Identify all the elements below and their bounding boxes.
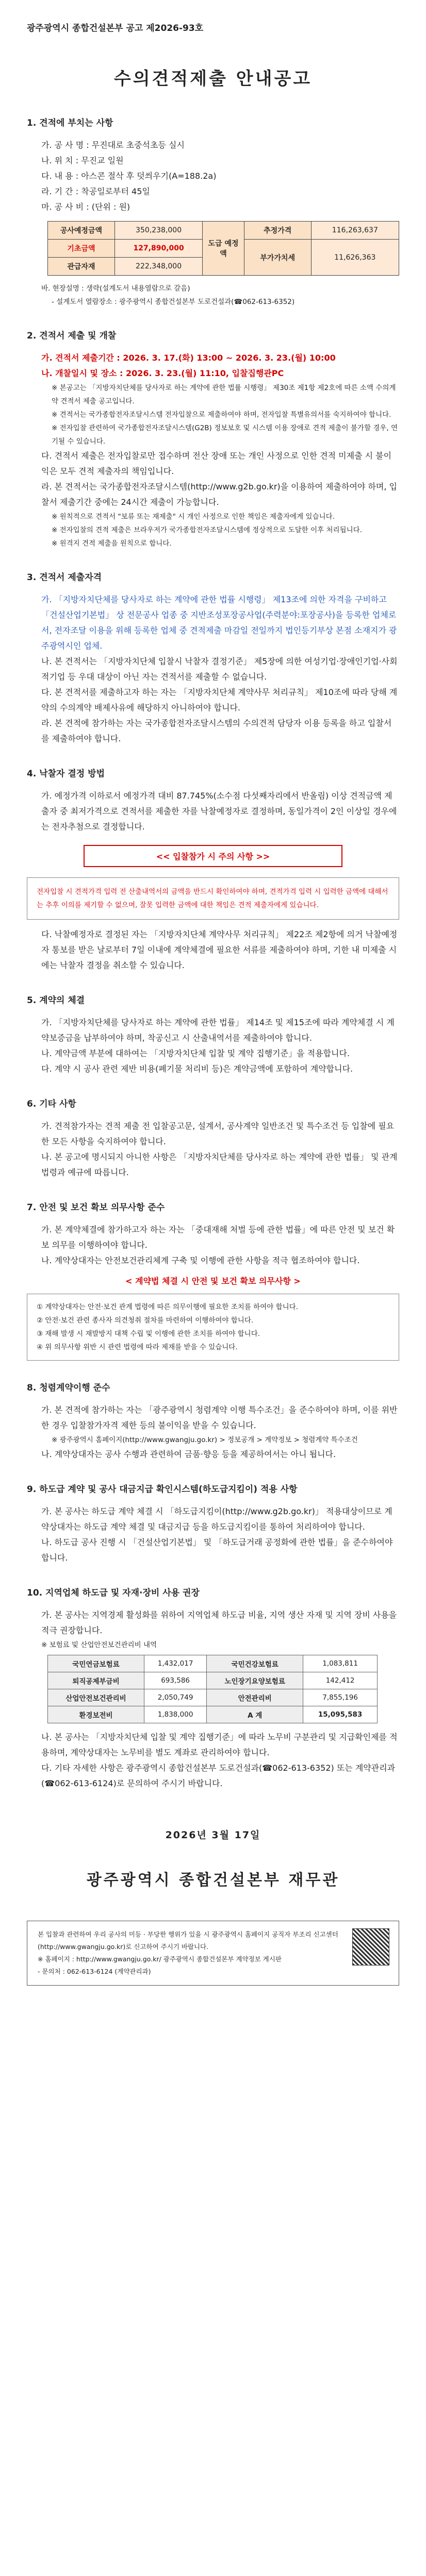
note-line: ※ 원칙적으로 견적서 "보류 또는 재제출" 시 개인 사정으로 인한 책임은 제출자에게 있습니다. — [52, 513, 335, 521]
item-line: 바. 현장설명 : 생략(설계도서 내용열람으로 갈음) — [41, 284, 190, 293]
item-line: 다. 견적서 제출은 전자입찰로만 접수하며 전산 장애 또는 개인 사정으로 인한 견적 미제출 시 불이익은 모두 견적 제출자의 책임입니다. — [41, 451, 392, 476]
table-cell: 공사예정금액 — [48, 222, 115, 240]
table-cell: 국민건강보험료 — [207, 1655, 303, 1672]
item-line: 가. 본 견적에 참가하는 자는 「광주광역시 청렴계약 이행 특수조건」을 준수하여야 하며, 이를 위반한 경우 입찰참가자격 제한 등의 불이익을 받을 수 있습니다. — [41, 1405, 398, 1430]
item-line: 가. 본 공사는 하도급 계약 체결 시 「하도급지킴이(http://www.g2b.go.kr)」 적용대상이므로 계약상대자는 하도급 계약 체결 및 대금지급 등을 하도급지킴이를 통하여 처리하여야 합니다. — [41, 1506, 392, 1532]
item-line: 가. 본 계약체결에 참가하고자 하는 자는 「중대재해 처벌 등에 관한 법률」에 따른 안전 및 보건 확보 의무를 이행하여야 합니다. — [41, 1225, 395, 1250]
item-line: 다. 낙찰예정자로 결정된 자는 「지방자치단체 계약사무 처리규칙」 제22조 제2항에 의거 낙찰예정자 통보를 받은 날로부터 7일 이내에 계약체결에 필요한 서류를 제출하여야 하며, 기한 내 미제출 시에는 낙찰자 결정을 취소할 수 있습니다. — [41, 929, 398, 970]
section-heading: 7. 안전 및 보건 확보 의무사항 준수 — [27, 1202, 165, 1213]
item-line: 나. 본 공고에 명시되지 아니한 사항은 「지방자치단체를 당사자로 하는 계약에 관한 법률」 및 관계 법령과 예규에 따릅니다. — [41, 1152, 398, 1177]
table-cell: 15,095,583 — [303, 1706, 378, 1723]
table-cell: 1,083,811 — [303, 1655, 378, 1672]
table-cell: 1,838,000 — [144, 1706, 206, 1723]
obligation-box — [27, 1294, 399, 1361]
item-line: 나. 본 견적서는 「지방자치단체 입찰시 낙찰자 결정기준」 제5장에 의한 여성기업·장애인기업·사회적기업 등 우대 대상이 아닌 자는 견적서를 제출할 수 없습니다. — [41, 656, 398, 682]
table-cell: 222,348,000 — [114, 258, 202, 276]
deadline-text: 가. 견적서 제출기간 : 2026. 3. 17.(화) 13:00 ~ 2026. 3. 23.(월) 10:00 — [41, 353, 336, 363]
item-line: 가. 공 사 명 : 무진대로 초중석초등 실시 — [41, 140, 185, 150]
item-line: 나. 하도급 공사 진행 시 「건설산업기본법」 및 「하도급거래 공정화에 관한 법률」을 준수하여야 합니다. — [41, 1537, 393, 1563]
item-line: 다. 본 견적서를 제출하고자 하는 자는 「지방자치단체 계약사무 처리규칙」 제10조에 따라 당해 계약의 수의계약 배제사유에 해당하지 아니하여야 합니다. — [41, 687, 398, 713]
footer-box — [27, 1921, 399, 1986]
item-line: 다. 기타 자세한 사항은 광주광역시 종합건설본부 도로건설과(☎062-613-6352) 또는 계약관리과(☎062-613-6124)로 문의하여 주시기 바랍니다. — [41, 1763, 396, 1788]
footer-link[interactable]: ※ 홈페이지 : http://www.gwangju.go.kr/ 광주광역시 종합건설본부 계약정보 게시판 — [38, 1955, 282, 1963]
item-line: 마. 공 사 비 : (단위 : 원) — [41, 202, 130, 212]
item-line: 가. 본 공사는 지역경제 활성화를 위하여 지역업체 하도급 비율, 지역 생산 자재 및 지역 장비 사용을 적극 권장합니다. — [41, 1610, 397, 1635]
item-line: 라. 기 간 : 착공일로부터 45일 — [41, 187, 150, 196]
item-line: 가. 예정가격 이하로서 예정가격 대비 87.745%(소수점 다섯째자리에서 반올림) 이상 견적금액 제출자 중 최저가격으로 견적서를 제출한 자를 낙찰예정자로 결정하며, 동일가격이 2인 이상일 경우에는 전자추첨으로 결정합니다. — [41, 791, 397, 832]
section-heading: 4. 낙찰자 결정 방법 — [27, 769, 105, 779]
page-title: 수의견적제출 안내공고 — [113, 69, 313, 89]
table-cell: A 계 — [207, 1706, 303, 1723]
table-cell: 기초금액 — [48, 240, 115, 258]
table-row — [48, 1655, 378, 1672]
table-cell: 116,263,637 — [311, 222, 399, 240]
item-line: 가. 「지방자치단체를 당사자로 하는 계약에 관한 법률」 제14조 및 제15조에 따라 계약체결 시 계약보증금을 납부하여야 하며, 착공신고 시 산출내역서를 제출하여야 합니다. — [41, 1018, 395, 1043]
obligation-title-wrap — [27, 1275, 399, 1286]
table-row — [48, 1672, 378, 1689]
section-heading: 10. 지역업체 하도급 및 자재·장비 사용 권장 — [27, 1588, 200, 1598]
note-line: ※ 원격지 견적 제출을 원칙으로 합니다. — [52, 539, 172, 548]
caution-banner: << 입찰참가 시 주의 사항 >> — [84, 845, 342, 867]
table-cell: 127,890,000 — [114, 240, 202, 258]
table-caption: ※ 보험료 및 산업안전보건관리비 내역 — [41, 1641, 157, 1649]
table-cell: 부가가치세 — [244, 240, 311, 276]
table-cell: 산업안전보건관리비 — [48, 1689, 144, 1706]
opening-text: 나. 개찰일시 및 장소 : 2026. 3. 23.(월) 11:10, 입찰집행관PC — [41, 368, 284, 378]
item-line: 나. 계약상대자는 안전보건관리체계 구축 및 이행에 관한 사항을 적극 협조하여야 합니다. — [41, 1256, 360, 1265]
item-line: 나. 계약금액 부분에 대하여는 「지방자치단체 입찰 및 계약 집행기준」을 적용합니다. — [41, 1048, 350, 1058]
table-cell: 관급자재 — [48, 258, 115, 276]
issuing-organization: 광주광역시 종합건설본부 재무관 — [86, 1871, 340, 1889]
section-heading: 6. 기타 사항 — [27, 1099, 76, 1109]
item-line: 나. 계약상대자는 공사 수행과 관련하여 금품·향응 등을 제공하여서는 아니 됩니다. — [41, 1449, 336, 1459]
table-cell: 350,238,000 — [114, 222, 202, 240]
table-cell: 국민연금보험료 — [48, 1655, 144, 1672]
table-cell: 추정가격 — [244, 222, 311, 240]
section-heading: 2. 견적서 제출 및 개찰 — [27, 331, 117, 341]
obligation-line: ④ 위 의무사항 위반 시 관련 법령에 따라 제재를 받을 수 있습니다. — [37, 1343, 238, 1351]
table-cell: 퇴직공제부금비 — [48, 1672, 144, 1689]
obligation-title: < 계약법 체결 시 안전 및 보건 확보 의무사항 > — [125, 1276, 301, 1286]
obligation-line: ① 계약상대자는 안전·보건 관계 법령에 따른 의무이행에 필요한 조치를 하여야 합니다. — [37, 1303, 298, 1311]
footer-line: 본 입찰과 관련하여 우리 공사의 미등 · 부당한 행위가 있을 시 광주광역시 홈페이지 공직자 부조리 신고센터(http://www.gwangju.go.kr)로 신고하여 주시기 바랍니다. — [38, 1930, 338, 1951]
footer-line: - 문의처 : 062-613-6124 (계약관리과) — [38, 1968, 151, 1975]
qr-code-icon[interactable] — [352, 1928, 389, 1965]
table-row — [48, 1706, 378, 1723]
table-cell: 1,432,017 — [144, 1655, 206, 1672]
table-cell: 142,412 — [303, 1672, 378, 1689]
obligation-line: ③ 재해 발생 시 재발방지 대책 수립 및 이행에 관한 조치를 하여야 합니다. — [37, 1330, 260, 1338]
note-line: ※ 광주광역시 홈페이지(http://www.gwangju.go.kr) > 정보공개 > 계약정보 > 청렴계약 특수조건 — [52, 1436, 358, 1444]
section-heading: 1. 견적에 부치는 사항 — [27, 118, 113, 128]
item-line — [27, 592, 399, 654]
table-row — [48, 1689, 378, 1706]
item-line: 라. 본 견적서는 국가종합전자조달시스템(http://www.g2b.go.kr)을 이용하여 제출하여야 하며, 입찰서 제출기간 중에는 24시간 제출이 가능합니다. — [41, 482, 398, 507]
section-heading: 9. 하도급 계약 및 공사 대금지급 확인시스템(하도급지킴이) 적용 사항 — [27, 1484, 298, 1495]
table-cell: 693,586 — [144, 1672, 206, 1689]
item-line — [27, 350, 399, 366]
table-cell: 노인장기요양보험료 — [207, 1672, 303, 1689]
note-line: ※ 전자입찰의 견적 제출은 브라우저가 국가종합전자조달시스템에 정상적으로 도달한 이후 처리됩니다. — [52, 526, 362, 534]
notice-number: 광주광역시 종합건설본부 공고 제2026-93호 — [27, 23, 204, 33]
budget-table — [47, 221, 399, 276]
table-cell: 7,855,196 — [303, 1689, 378, 1706]
item-line: 다. 내 용 : 아스콘 절삭 후 덧씌우기(A=188.2a) — [41, 171, 217, 181]
note-line: ※ 본공고는 「지방자치단체를 당사자로 하는 계약에 관한 법률 시행령」 제30조 제1항 제2호에 따른 소액 수의계약 견적서 제출 공고입니다. — [52, 384, 396, 405]
caution-box: 전자입찰 시 견적가격 입력 전 산출내역서의 금액을 반드시 확인하여야 하며, 견적가격 입력 시 입력한 금액에 대해서는 추후 이의를 제기할 수 없으며, 잘못 입력한 금액에 대한 책임은 견적 제출자에게 있습니다. — [27, 877, 399, 920]
obligation-line: ② 안전·보건 관련 종사자 의견청취 절차를 마련하여 이행하여야 합니다. — [37, 1316, 254, 1325]
item-line: 다. 계약 시 공사 관련 제반 비용(폐기물 처리비 등)은 계약금액에 포함하여 계약합니다. — [41, 1064, 353, 1074]
item-line — [27, 366, 399, 381]
item-line: 가. 견적참가자는 견적 제출 전 입찰공고문, 설계서, 공사계약 일반조건 및 특수조건 등 입찰에 필요한 모든 사항을 숙지하여야 합니다. — [41, 1121, 395, 1146]
insurance-table — [47, 1655, 378, 1723]
table-cell: 2,050,749 — [144, 1689, 206, 1706]
table-cell: 안전관리비 — [207, 1689, 303, 1706]
section-heading: 8. 청렴계약이행 준수 — [27, 1383, 110, 1393]
section-heading: 3. 견적서 제출자격 — [27, 572, 102, 583]
note-line: ※ 견적서는 국가종합전자조달시스템 전자입찰으로 제출하여야 하며, 전자입찰 특별유의서를 숙지하여야 합니다. — [52, 411, 391, 419]
item-line: 라. 본 견적에 참가하는 자는 국가종합전자조달시스템의 수의견적 담당자 이용 등록을 하고 입찰서를 제출하여야 합니다. — [41, 718, 392, 743]
section-heading: 5. 계약의 체결 — [27, 995, 85, 1006]
qualification-text: 가. 「지방자치단체를 당사자로 하는 계약에 관한 법률 시행령」 제13조에 의한 자격을 구비하고 「건설산업기본법」 상 전문공사 업종 중 지반조성포장공사업(주력분야:포장공사)을 등록한 업체로서, 전자조달 이용을 위해 등록한 업체 중 견적제출 마감일 전일까지 법인등기부상 본점 소재지가 광주광역시인 업체. — [41, 595, 397, 651]
table-cell: 환경보전비 — [48, 1706, 144, 1723]
item-line: - 설계도서 열람장소 : 광주광역시 종합건설본부 도로건설과(☎062-613-6352) — [52, 298, 295, 306]
table-cell: 11,626,363 — [311, 240, 399, 276]
note-line: ※ 전자입찰 관련하여 국가종합전자조달시스템(G2B) 정보보호 및 시스템 이용 장애로 견적 제출이 불가할 경우, 연기될 수 있습니다. — [52, 424, 398, 446]
item-line: 나. 위 치 : 무진교 일원 — [41, 156, 124, 165]
item-line: 나. 본 공사는 「지방자치단체 입찰 및 계약 집행기준」에 따라 노무비 구분관리 및 지급확인제를 적용하며, 계약상대자는 노무비를 별도 계좌로 관리하여야 합니다. — [41, 1732, 398, 1757]
table-cell: 도급 예정액 — [203, 222, 244, 276]
notice-date: 2026년 3월 17일 — [165, 1829, 261, 1841]
